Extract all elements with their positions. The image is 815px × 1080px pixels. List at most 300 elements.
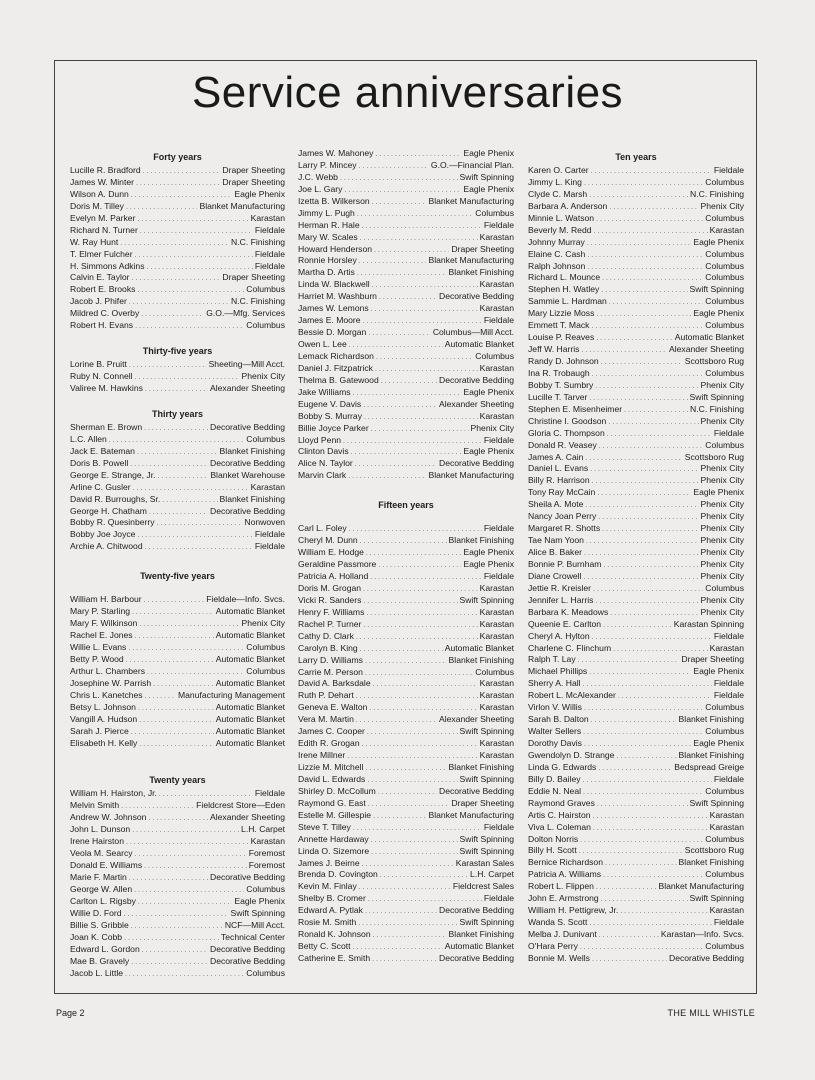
list-item xyxy=(70,237,285,249)
employee-location: Blanket Finishing xyxy=(448,267,514,278)
employee-location: Blanket Finishing xyxy=(448,929,514,940)
list-item xyxy=(528,535,744,547)
employee-location: Karastan xyxy=(709,821,744,832)
dot-leader xyxy=(349,523,482,535)
list-item xyxy=(70,630,285,642)
dot-leader xyxy=(374,244,449,256)
employee-name: Wilson A. Dunn xyxy=(70,188,129,199)
publication-name: THE MILL WHISTLE xyxy=(667,1008,755,1018)
employee-location: Swift Spinning xyxy=(689,284,744,295)
employee-name: Lucille R. Bradford xyxy=(70,165,141,175)
dot-leader xyxy=(585,452,682,464)
employee-location: Scottsboro Rug xyxy=(684,845,744,856)
dot-leader xyxy=(591,714,677,726)
employee-name: James E. Moore xyxy=(298,315,361,326)
employee-location: Phenix City xyxy=(241,618,285,629)
dot-leader xyxy=(373,810,426,822)
employee-name: Robert L. McAlexander xyxy=(528,690,616,701)
list-item xyxy=(528,404,744,416)
employee-location: Swift Spinning xyxy=(459,594,514,605)
employee-name: Willie D. Ford xyxy=(70,907,122,918)
section-thirty-five-years xyxy=(70,344,285,395)
employee-name: Karen O. Carter xyxy=(528,165,589,175)
employee-name: Sarah B. Dalton xyxy=(528,714,589,725)
dot-leader xyxy=(129,359,207,371)
dot-leader xyxy=(589,917,712,929)
list-item xyxy=(298,196,514,208)
employee-location: Fieldale xyxy=(713,917,744,928)
employee-location: Automatic Blanket xyxy=(215,630,285,641)
dot-leader xyxy=(596,332,672,344)
dot-leader xyxy=(613,643,707,655)
dot-leader xyxy=(137,529,252,541)
employee-location: Blanket Finishing xyxy=(678,857,744,868)
employee-location: Draper Sheeting xyxy=(451,797,514,808)
employee-location: Decorative Bedding xyxy=(438,905,514,916)
employee-name: Mary F. Wilkinson xyxy=(70,618,138,629)
employee-location: G.O.—Mfg. Services xyxy=(206,308,285,319)
employee-location: Columbus xyxy=(246,320,285,331)
employee-location: Automatic Blanket xyxy=(215,713,285,724)
list-item xyxy=(298,953,514,965)
dot-leader xyxy=(371,423,469,435)
employee-location: Fieldale xyxy=(254,529,285,540)
employee-name: Dorothy Davis xyxy=(528,738,582,748)
employee-location: Fieldale xyxy=(483,434,514,445)
employee-name: Ralph Johnson xyxy=(528,260,586,271)
employee-location: Karastan xyxy=(479,279,514,290)
employee-name: Mae B. Gravely xyxy=(70,955,130,966)
employee-location: Columbus xyxy=(246,433,285,444)
employee-location: Fieldale xyxy=(713,690,744,701)
employee-name: Arline C. Gusler xyxy=(70,481,131,492)
employee-location: G.O.—Financial Plan. xyxy=(430,159,514,170)
list-item xyxy=(528,308,744,320)
employee-name: James W. Mahoney xyxy=(298,148,374,158)
employee-name: John E. Armstrong xyxy=(528,893,599,904)
dot-leader xyxy=(141,308,204,320)
employee-name: David A. Barksdale xyxy=(298,678,371,689)
employee-name: J.C. Webb xyxy=(298,171,338,182)
list-item xyxy=(70,225,285,237)
list-item xyxy=(528,929,744,941)
employee-name: Elisabeth H. Kelly xyxy=(70,737,138,748)
employee-name: Virlon V. Willis xyxy=(528,702,582,713)
dot-leader xyxy=(131,920,223,932)
employee-location: Fieldale xyxy=(713,165,744,175)
list-item xyxy=(528,499,744,511)
dot-leader xyxy=(360,232,478,244)
employee-location: Karastan xyxy=(479,582,514,593)
dot-leader xyxy=(602,272,703,284)
employee-name: John L. Dunson xyxy=(70,824,131,835)
section-title: Twenty-five years xyxy=(140,571,215,582)
dot-leader xyxy=(603,559,698,571)
employee-location: Phenix City xyxy=(470,422,514,433)
employee-location: Automatic Blanket xyxy=(444,941,514,952)
employee-name: T. Elmer Fulcher xyxy=(70,248,133,259)
employee-location: Fieldale xyxy=(713,427,744,438)
list-item xyxy=(70,824,285,836)
list-item xyxy=(298,327,514,339)
dot-leader xyxy=(584,571,699,583)
dot-leader xyxy=(126,836,249,848)
employee-name: Bobby S. Murray xyxy=(298,410,362,421)
dot-leader xyxy=(592,368,704,380)
employee-name: Viva L. Coleman xyxy=(528,821,591,832)
list-item xyxy=(528,941,744,953)
list-item xyxy=(528,296,744,308)
list-item xyxy=(298,315,514,327)
employee-name: Doris B. Powell xyxy=(70,457,129,468)
list-item xyxy=(70,690,285,702)
employee-location: Fieldale xyxy=(483,219,514,230)
employee-location: Swift Spinning xyxy=(459,726,514,737)
employee-name: Owen L. Lee xyxy=(298,339,347,349)
employee-name: Walter Sellers xyxy=(528,726,582,737)
list-item xyxy=(528,523,744,535)
employee-name: Mildred C. Overby xyxy=(70,308,140,319)
list-item xyxy=(528,583,744,595)
dot-leader xyxy=(149,506,208,518)
employee-name: Joe L. Gary xyxy=(298,183,343,194)
list-item xyxy=(298,858,514,870)
dot-leader xyxy=(147,666,244,678)
dot-leader xyxy=(585,499,698,511)
employee-name: Melba J. Dunivant xyxy=(528,929,597,939)
employee-location: Columbus xyxy=(246,665,285,676)
employee-location: Columbus xyxy=(705,582,744,593)
employee-location: Blanket Finishing xyxy=(678,714,744,725)
section-ten-years xyxy=(528,150,744,965)
employee-location: Phenix City xyxy=(700,511,744,522)
employee-location: Automatic Blanket xyxy=(215,737,285,748)
list-item xyxy=(70,517,285,529)
dot-leader xyxy=(596,213,703,225)
dot-leader xyxy=(375,148,461,160)
list-item xyxy=(528,810,744,822)
employee-name: Bessie D. Morgan xyxy=(298,327,367,338)
list-item xyxy=(528,893,744,905)
employee-location: Karastan Sales xyxy=(455,857,514,868)
dot-leader xyxy=(618,690,712,702)
list-item xyxy=(528,678,744,690)
employee-location: Fieldale—Info. Svcs. xyxy=(206,594,285,605)
dot-leader xyxy=(363,315,482,327)
employee-location: Phenix City xyxy=(700,535,744,546)
employee-location: Karastan xyxy=(709,642,744,653)
employee-location: Fieldcrest Sales xyxy=(452,881,514,892)
employee-name: Cheryl A. Hylton xyxy=(528,630,590,641)
list-item xyxy=(70,920,285,932)
list-item xyxy=(528,428,744,440)
list-item xyxy=(528,416,744,428)
employee-location: Karastan—Info. Svcs. xyxy=(660,929,744,939)
employee-location: Columbus xyxy=(705,212,744,223)
employee-name: Betty P. Wood xyxy=(70,653,124,664)
dot-leader xyxy=(139,714,214,726)
employee-name: Stephen E. Misenheimer xyxy=(528,403,623,414)
employee-location: Automatic Blanket xyxy=(674,332,744,343)
employee-name: Jacob J. Phifer xyxy=(70,296,127,307)
list-item xyxy=(70,272,285,284)
list-item xyxy=(298,339,514,351)
dot-leader xyxy=(371,303,478,315)
employee-location: Decorative Bedding xyxy=(668,952,744,963)
employee-location: Eagle Phenix xyxy=(463,386,514,397)
dot-leader xyxy=(596,308,691,320)
dot-leader xyxy=(601,893,688,905)
employee-location: Columbus xyxy=(705,260,744,271)
employee-location: Columbus xyxy=(475,666,514,677)
dot-leader xyxy=(362,738,478,750)
dot-leader xyxy=(589,392,687,404)
employee-location: Columbus xyxy=(246,883,285,894)
employee-name: Patricia A. Williams xyxy=(528,869,602,880)
dot-leader xyxy=(609,296,703,308)
list-item xyxy=(528,643,744,655)
dot-leader xyxy=(587,237,692,249)
list-item xyxy=(70,908,285,920)
list-item xyxy=(298,690,514,702)
employee-location: L.H. Carpet xyxy=(241,824,285,835)
dot-leader xyxy=(586,535,699,547)
dot-leader xyxy=(131,189,233,201)
dot-leader xyxy=(584,177,703,189)
section-title: Ten years xyxy=(615,152,657,162)
dot-leader xyxy=(369,702,477,714)
employee-name: Evelyn M. Parker xyxy=(70,212,136,223)
employee-name: Henry F. Williams xyxy=(298,606,365,617)
list-item xyxy=(528,487,744,499)
dot-leader xyxy=(351,446,462,458)
dot-leader xyxy=(144,594,205,606)
list-item xyxy=(70,529,285,541)
employee-name: Carlton L. Rigsby xyxy=(70,895,136,906)
dot-leader xyxy=(130,458,208,470)
employee-location: Columbus xyxy=(705,785,744,796)
employee-name: Steve T. Tilley xyxy=(298,821,351,832)
employee-name: Ronald K. Johnson xyxy=(298,929,371,940)
dot-leader xyxy=(362,220,482,232)
dot-leader xyxy=(592,953,667,965)
dot-leader xyxy=(593,583,703,595)
list-item xyxy=(70,165,285,177)
dot-leader xyxy=(132,272,221,284)
employee-location: Alexander Sheeting xyxy=(668,344,744,355)
dot-leader xyxy=(162,494,217,506)
employee-name: Calvin E. Taylor xyxy=(70,272,130,283)
employee-name: Elaine C. Cash xyxy=(528,248,586,259)
list-item xyxy=(528,917,744,929)
employee-location: Decorative Bedding xyxy=(209,943,285,954)
dot-leader xyxy=(126,201,198,213)
employee-location: Automatic Blanket xyxy=(215,653,285,664)
employee-location: Alexander Sheeting xyxy=(438,714,514,725)
section-fifteen-years xyxy=(298,498,514,965)
employee-location: Draper Sheeting xyxy=(222,272,285,283)
employee-name: Arthur L. Chambers xyxy=(70,665,145,676)
list-item xyxy=(298,547,514,559)
dot-leader xyxy=(381,375,437,387)
employee-location: Karastan xyxy=(479,702,514,713)
dot-leader xyxy=(378,559,461,571)
employee-name: Raymond Graves xyxy=(528,797,595,808)
list-item xyxy=(528,857,744,869)
employee-location: Fieldale xyxy=(713,678,744,689)
list-item xyxy=(70,606,285,618)
employee-name: Vera M. Martin xyxy=(298,714,354,725)
list-item xyxy=(528,463,744,475)
employee-name: Eddie N. Neal xyxy=(528,785,582,796)
list-item xyxy=(70,177,285,189)
employee-name: Jimmy L. King xyxy=(528,176,582,187)
list-item xyxy=(298,738,514,750)
dot-leader xyxy=(602,523,698,535)
list-item xyxy=(528,559,744,571)
list-item xyxy=(298,881,514,893)
list-item xyxy=(70,482,285,494)
employee-name: Ruby N. Connell xyxy=(70,371,133,382)
employee-location: L.H. Carpet xyxy=(470,869,514,880)
employee-location: Technical Center xyxy=(220,931,285,942)
list-item xyxy=(298,810,514,822)
employee-location: Columbus xyxy=(705,320,744,331)
list-item xyxy=(298,786,514,798)
employee-location: Swift Spinning xyxy=(230,907,285,918)
employee-location: Blanket Manufacturing xyxy=(428,195,514,206)
dot-leader xyxy=(593,810,708,822)
dot-leader xyxy=(347,750,477,762)
employee-location: Fieldale xyxy=(483,571,514,581)
employee-location: Eagle Phenix xyxy=(463,446,514,457)
dot-leader xyxy=(131,956,208,968)
employee-name: Raymond G. East xyxy=(298,797,366,808)
employee-location: Fieldale xyxy=(483,523,514,534)
list-item xyxy=(70,308,285,320)
dot-leader xyxy=(368,798,450,810)
list-item xyxy=(298,184,514,196)
list-item xyxy=(70,261,285,273)
list-item xyxy=(528,595,744,607)
employee-location: Columbus xyxy=(475,350,514,361)
list-item xyxy=(298,244,514,256)
employee-name: Vangill A. Hudson xyxy=(70,713,138,724)
employee-name: Sammie L. Hardman xyxy=(528,296,607,307)
employee-location: Fieldale xyxy=(483,821,514,832)
dot-leader xyxy=(378,786,437,798)
employee-name: Barbara K. Meadows xyxy=(528,606,609,617)
dot-leader xyxy=(134,884,244,896)
employee-location: Karastan xyxy=(479,750,514,761)
employee-name: Jake Williams xyxy=(298,386,351,397)
employee-name: Carolyn B. King xyxy=(298,642,358,653)
employee-name: Carl L. Foley xyxy=(298,523,347,534)
list-item xyxy=(528,714,744,726)
dot-leader xyxy=(356,690,478,702)
employee-name: Beverly M. Redd xyxy=(528,224,592,235)
list-item xyxy=(528,225,744,237)
employee-name: William E. Hodge xyxy=(298,547,364,558)
employee-location: Foremost xyxy=(248,848,285,859)
employee-name: Wanda S. Scott xyxy=(528,917,588,928)
employee-name: David R. Burroughs, Sr. xyxy=(70,493,161,504)
employee-name: Rosie M. Smith xyxy=(298,917,357,928)
dot-leader xyxy=(591,320,703,332)
dot-leader xyxy=(139,618,239,630)
employee-name: Larry P. Mincey xyxy=(298,159,357,170)
employee-name: Rachel E. Jones xyxy=(70,630,133,641)
employee-name: Ruth P. Dehart xyxy=(298,690,354,701)
dot-leader xyxy=(610,607,698,619)
list-item xyxy=(70,642,285,654)
employee-location: Eagle Phenix xyxy=(693,666,744,677)
dot-leader xyxy=(124,908,229,920)
dot-leader xyxy=(376,351,473,363)
dot-leader xyxy=(616,750,676,762)
list-item xyxy=(298,232,514,244)
employee-location: Swift Spinning xyxy=(459,845,514,856)
dot-leader xyxy=(138,702,214,714)
list-item xyxy=(298,583,514,595)
dot-leader xyxy=(359,160,429,172)
list-item xyxy=(528,798,744,810)
employee-location: Decorative Bedding xyxy=(209,421,285,432)
employee-location: Blanket Finishing xyxy=(219,493,285,504)
list-item xyxy=(298,893,514,905)
list-item xyxy=(528,762,744,774)
employee-location: Automatic Blanket xyxy=(215,677,285,688)
employee-location: Blanket Manufacturing xyxy=(428,470,514,481)
dot-leader xyxy=(380,869,468,881)
employee-name: Queenie E. Carlton xyxy=(528,618,602,629)
employee-location: Nonwoven xyxy=(244,517,285,528)
dot-leader xyxy=(580,941,703,953)
dot-leader xyxy=(592,631,712,643)
dot-leader xyxy=(142,944,208,956)
dot-leader xyxy=(136,177,220,189)
list-item xyxy=(70,594,285,606)
dot-leader xyxy=(144,860,247,872)
employee-name: Tae Nam Yoon xyxy=(528,535,584,546)
employee-location: Columbus xyxy=(705,248,744,259)
dot-leader xyxy=(365,655,447,667)
employee-location: Decorative Bedding xyxy=(438,458,514,469)
employee-name: Lucille T. Tarver xyxy=(528,391,588,402)
list-item xyxy=(298,267,514,279)
employee-location: Swift Spinning xyxy=(689,893,744,904)
list-item xyxy=(528,822,744,834)
list-item xyxy=(70,383,285,395)
employee-location: Columbus xyxy=(246,967,285,978)
employee-location: Blanket Finishing xyxy=(448,654,514,665)
employee-location: Swift Spinning xyxy=(459,773,514,784)
employee-location: Karastan xyxy=(479,678,514,689)
list-item xyxy=(298,667,514,679)
dot-leader xyxy=(153,678,214,690)
list-item xyxy=(298,762,514,774)
employee-name: Marvin Clark xyxy=(298,470,347,481)
employee-location: Karastan xyxy=(479,738,514,749)
list-item xyxy=(70,284,285,296)
dot-leader xyxy=(135,249,253,261)
employee-name: Donald E. Williams xyxy=(70,860,143,871)
employee-name: Bobby Joe Joyce xyxy=(70,529,136,540)
employee-location: Karastan xyxy=(479,606,514,617)
employee-name: Billy R. Harrison xyxy=(528,475,590,486)
list-item xyxy=(528,774,744,786)
employee-location: Eagle Phenix xyxy=(693,487,744,498)
